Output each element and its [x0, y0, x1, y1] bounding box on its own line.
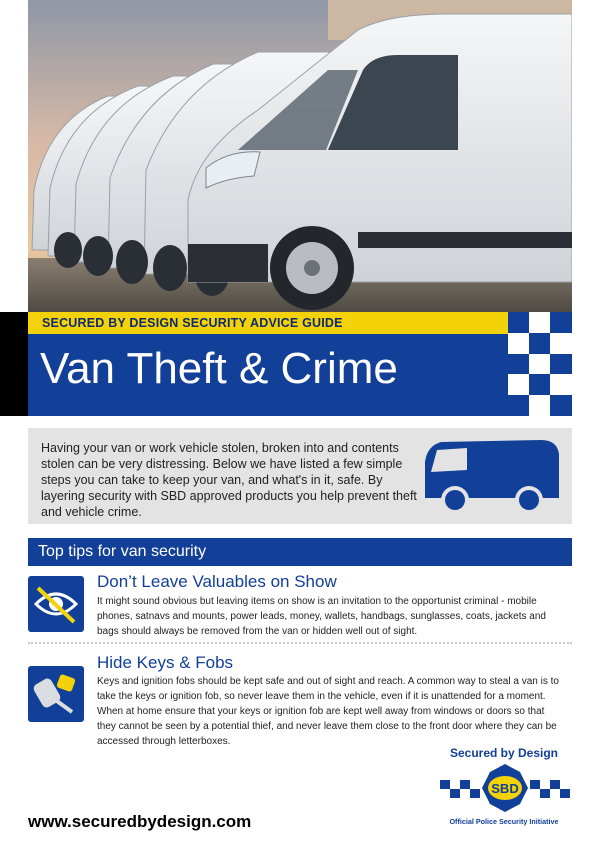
sbd-badge-text: SBD: [491, 781, 519, 796]
website-link[interactable]: www.securedbydesign.com: [28, 812, 252, 831]
tip-title-keys: Hide Keys & Fobs: [97, 653, 234, 672]
intro-text: Having your van or work vehicle stolen, broken into and contents stolen can be very distressing. Below we have listed a few simple steps you can take to keep your van, and what's in it, safe. By layering security with SBD approved products you help prevent theft and vehicle crime.: [41, 441, 417, 519]
guide-kicker-band: [28, 312, 508, 334]
sbd-badge-icon: [440, 762, 570, 816]
hero-image-vans: [28, 0, 572, 312]
left-accent-bar: [0, 312, 28, 416]
sbd-logo: [436, 742, 576, 832]
tip-body-valuables: It might sound obvious but leaving items on show is an invitation to the opportunist criminal - mobile phones, satnavs and mounts, power leads, money, wallets, handbags, sunglasses, coats, jackets and bags should always be removed from the van or hidden well out of sight.: [97, 596, 546, 637]
tip-divider: [28, 642, 572, 644]
sbd-brand-name: Secured by Design: [449, 746, 559, 760]
tip-body-keys: Keys and ignition fobs should be kept safe and out of sight and reach. A common way to steal a van is to take the keys or ignition fob, so never leave them in the vehicle, even if it is unattended for a moment. When at home ensure that your keys or ignition fob are kept well away from windows or doors so that they cannot be seen by a potential thief, and never leave them close to the front door where they can be accessed through letterboxes.: [97, 676, 559, 747]
tip-icon-valuables: [28, 576, 84, 632]
tips-heading: Top tips for van security: [38, 543, 207, 560]
intro-panel: [28, 428, 572, 524]
tips-heading-band: [28, 538, 572, 566]
page-title: Van Theft & Crime: [40, 344, 398, 393]
sbd-tagline: Official Police Security Initiative: [449, 817, 559, 826]
tip-title-valuables: Don’t Leave Valuables on Show: [97, 572, 337, 591]
tip-icon-keys: [28, 666, 84, 722]
guide-kicker: SECURED BY DESIGN SECURITY ADVICE GUIDE: [42, 316, 343, 330]
eye-crossed-icon: [28, 576, 84, 632]
police-checker-pattern: [508, 312, 572, 416]
car-key-icon: [28, 666, 84, 722]
van-icon: [421, 436, 563, 516]
title-band: [28, 334, 508, 416]
